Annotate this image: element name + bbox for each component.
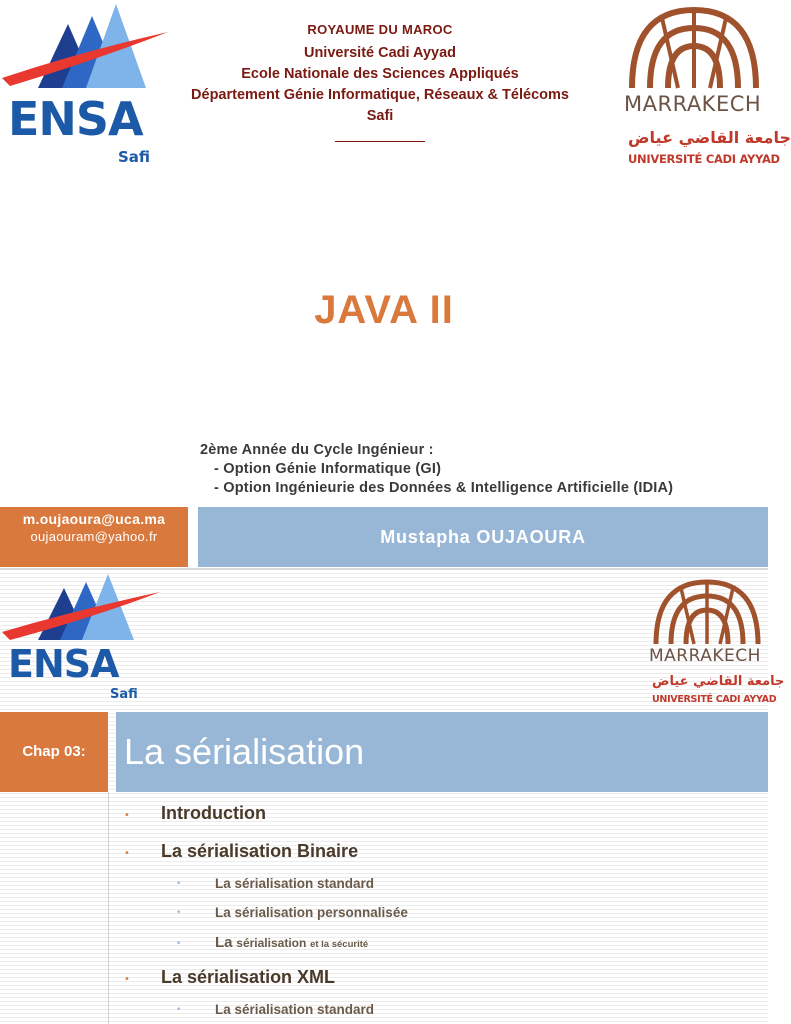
uca-palm-arch-icon — [620, 0, 768, 92]
toc-binary-security — [215, 934, 368, 951]
uca-city: MARRAKECH — [649, 646, 761, 666]
uca-city: MARRAKECH — [624, 92, 762, 116]
bullet-icon: • — [124, 848, 130, 859]
school-line: Ecole Nationale des Sciences Appliqués — [241, 66, 519, 82]
uca-arabic-name: جامعة القاضي عياض — [652, 674, 785, 689]
ensa-logo-small — [0, 570, 165, 710]
email-secondary[interactable]: oujaouram@yahoo.fr — [30, 529, 158, 544]
uca-logo — [620, 0, 791, 185]
contact-box — [0, 507, 188, 567]
kingdom-line: ROYAUME DU MAROC — [307, 22, 453, 37]
institution-header — [140, 22, 620, 142]
toc-xml: La sérialisation XML — [161, 967, 336, 987]
cycle-info — [200, 441, 673, 498]
ensa-wordmark: ENSA — [8, 92, 143, 146]
chapter-slide — [0, 570, 785, 1024]
toc-binary: La sérialisation Binaire — [161, 841, 359, 861]
bullet-icon: • — [124, 974, 130, 985]
email-primary[interactable]: m.oujaoura@uca.ma — [22, 511, 166, 527]
cycle-heading: 2ème Année du Cycle Ingénieur : — [200, 442, 434, 458]
option-gi: - Option Génie Informatique (GI) — [214, 461, 442, 477]
university-line: Université Cadi Ayyad — [303, 45, 457, 61]
author-banner: Mustapha OUJAOURA — [198, 507, 768, 567]
uca-latin-name: UNIVERSITÉ CADI AYYAD — [628, 152, 780, 166]
left-rule — [108, 792, 109, 1024]
bullet-icon: • — [176, 1005, 182, 1015]
toc-security-word-3: et la sécurité — [310, 939, 369, 950]
bullet-icon: • — [176, 908, 182, 918]
department-line: Département Génie Informatique, Réseaux & Télécoms — [191, 87, 569, 103]
toc-xml-standard: La sérialisation standard — [215, 1002, 375, 1017]
toc-security-word-2: sérialisation — [236, 936, 307, 950]
course-title: JAVA II — [314, 288, 454, 332]
toc-security-word-1: La — [215, 934, 233, 951]
uca-arabic-name: جامعة القاضي عياض — [628, 128, 791, 147]
chapter-title-box — [116, 712, 768, 792]
bullet-icon: • — [176, 879, 182, 889]
bullet-icon: • — [176, 939, 182, 949]
bullet-icon: • — [124, 810, 130, 821]
chapter-title: La sérialisation — [124, 731, 365, 772]
toc-binary-standard: La sérialisation standard — [215, 876, 375, 891]
uca-palm-arch-icon — [646, 574, 768, 646]
chapter-label: Chap 03: — [0, 712, 108, 792]
toc-introduction: Introduction — [161, 803, 266, 823]
header-rule — [335, 141, 425, 142]
ensa-wordmark: ENSA — [8, 642, 119, 686]
uca-latin-name: UNIVERSITÉ CADI AYYAD — [652, 694, 777, 705]
city-line: Safi — [366, 108, 394, 124]
ensa-mountains-icon — [0, 570, 165, 650]
toc-binary-custom: La sérialisation personnalisée — [215, 905, 408, 920]
option-idia: - Option Ingénieurie des Données & Intelligence Artificielle (IDIA) — [214, 480, 674, 496]
uca-logo-small — [646, 574, 785, 710]
ensa-subtext: Safi — [110, 687, 138, 702]
ensa-subtext: Safi — [118, 148, 151, 166]
